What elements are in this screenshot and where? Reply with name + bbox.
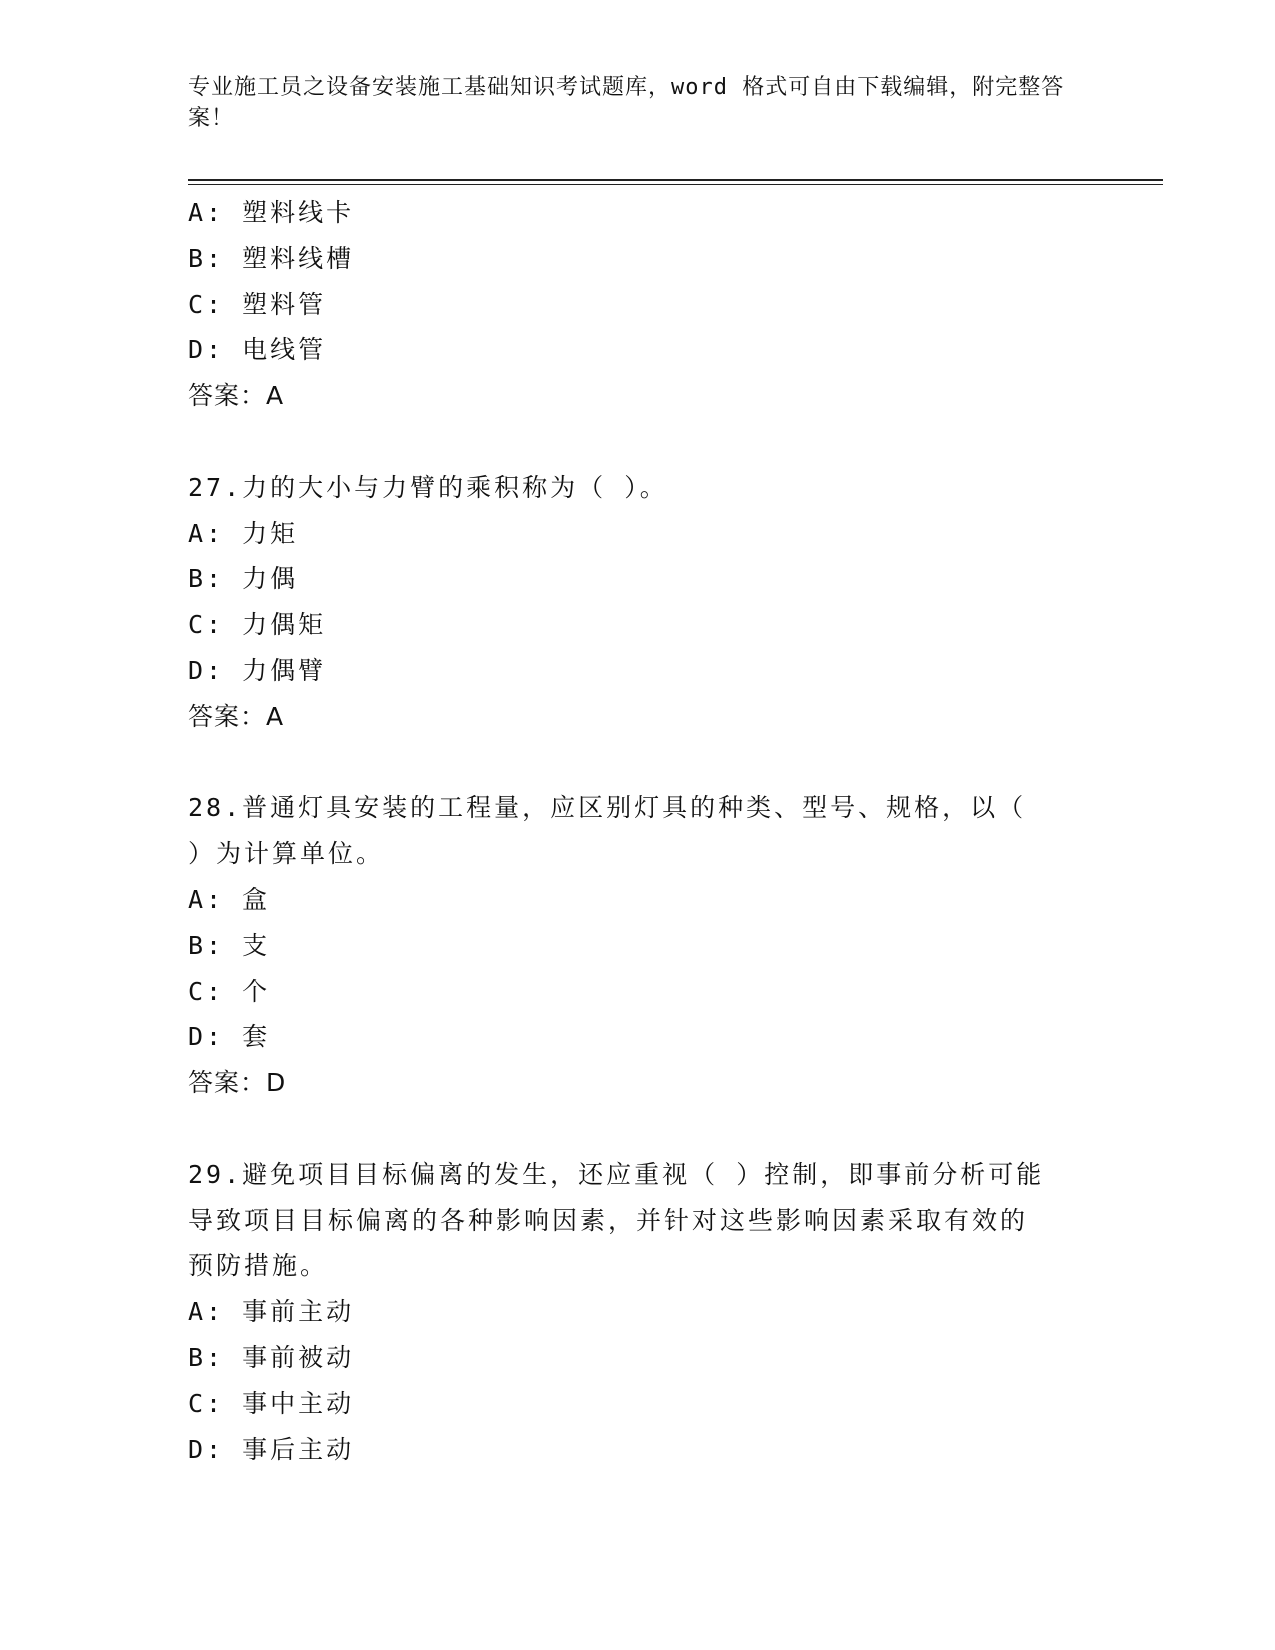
answer: 答案：A <box>188 701 285 731</box>
question-28 <box>188 785 1068 1106</box>
option-c: C: 塑料管 <box>188 289 327 319</box>
option-d: D: 套 <box>188 1022 271 1052</box>
question-text: 28.普通灯具安装的工程量，应区别灯具的种类、型号、规格，以（ ）为计算单位。 <box>188 793 1027 869</box>
option-c: C: 个 <box>188 976 271 1006</box>
header-rule-bottom <box>188 184 1163 185</box>
option-b: B: 力偶 <box>188 564 299 594</box>
option-a: A: 盒 <box>188 884 271 914</box>
question-text: 29.避免项目目标偏离的发生，还应重视（ ）控制，即事前分析可能导致项目目标偏离的各种影响因素，并针对这些影响因素采取有效的预防措施。 <box>188 1159 1045 1281</box>
question-content <box>188 190 1068 1472</box>
option-a: A: 力矩 <box>188 518 299 548</box>
question-27 <box>188 465 1068 740</box>
option-a: A: 事前主动 <box>188 1297 355 1327</box>
continued-question <box>188 190 1068 419</box>
question-text: 27.力的大小与力臂的乘积称为（ ）。 <box>188 472 668 502</box>
option-d: D: 力偶臂 <box>188 655 327 685</box>
option-c: C: 事中主动 <box>188 1388 355 1418</box>
answer: 答案：A <box>188 381 285 411</box>
option-b: B: 支 <box>188 930 271 960</box>
option-b: B: 塑料线槽 <box>188 243 355 273</box>
question-29 <box>188 1152 1068 1473</box>
option-d: D: 事后主动 <box>188 1434 355 1464</box>
option-d: D: 电线管 <box>188 335 327 365</box>
header-rule-top <box>188 179 1163 181</box>
answer: 答案：D <box>188 1068 287 1098</box>
option-a: A: 塑料线卡 <box>188 198 355 227</box>
document-header: 专业施工员之设备安装施工基础知识考试题库，word 格式可自由下载编辑，附完整答案！ <box>188 75 1065 131</box>
option-c: C: 力偶矩 <box>188 610 327 640</box>
option-b: B: 事前被动 <box>188 1342 355 1372</box>
